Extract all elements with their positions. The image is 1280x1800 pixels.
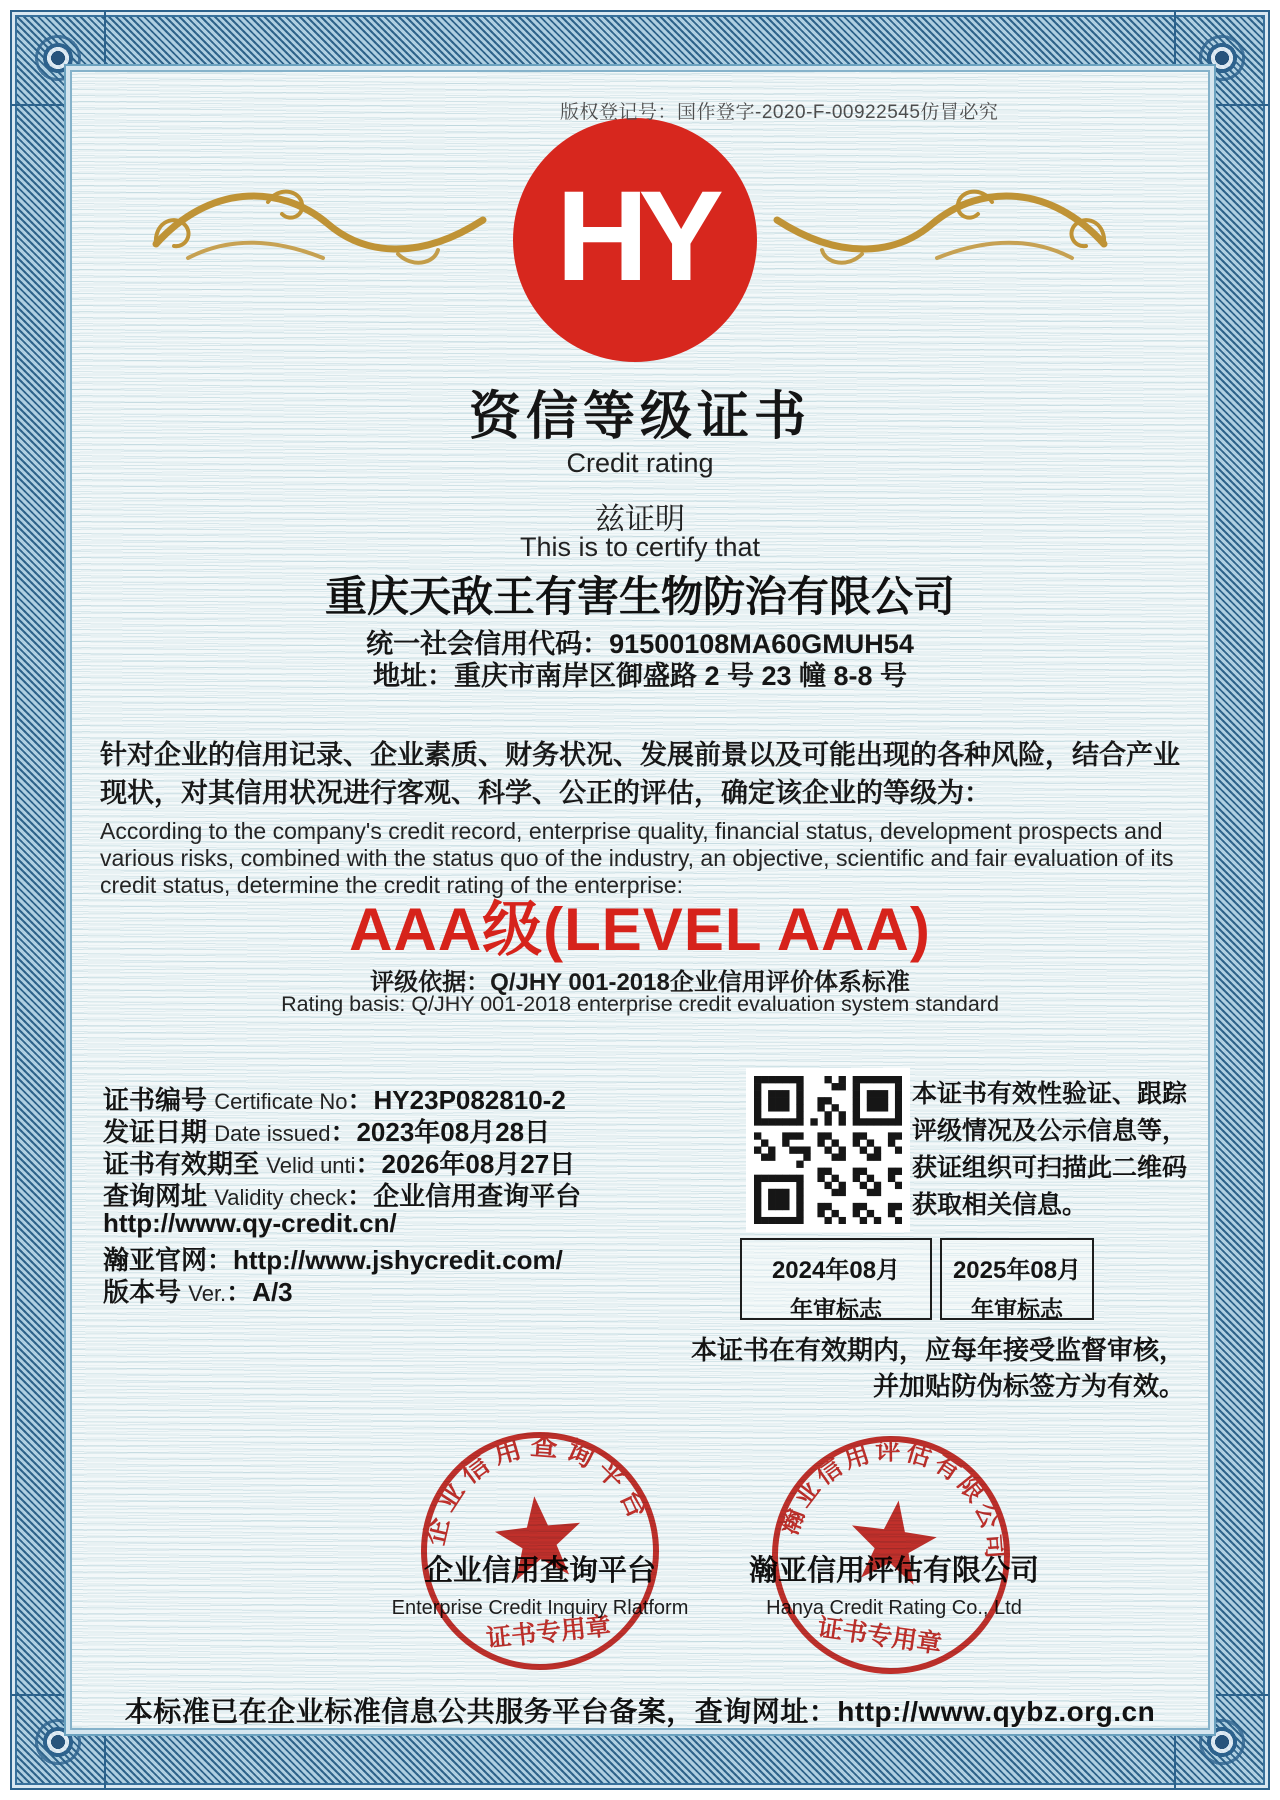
- detail-query-url: http://www.qy-credit.cn/: [103, 1208, 397, 1238]
- copyright-registration-line: 版权登记号：国作登字-2020-F-00922545仿冒必究: [560, 102, 999, 123]
- issuer-left-name-en: Enterprise Credit Inquiry Rlatform: [391, 1597, 689, 1619]
- annual-review-mark-2024: 2024年08月 年审标志: [740, 1238, 932, 1320]
- rating-basis-zh: 评级依据：Q/JHY 001-2018企业信用评价体系标准: [370, 969, 910, 996]
- detail-validity-check: 查询网址 Validity check：企业信用查询平台: [103, 1181, 582, 1211]
- qr-instructions-line: 评级情况及公示信息等，: [912, 1117, 1188, 1145]
- detail-version: 版本号 Ver.：A/3: [103, 1277, 293, 1307]
- svg-text:瀚亚信用评估有限公司: 瀚亚信用评估有限公司: [775, 1437, 1010, 1564]
- detail-hanya-official-site: 瀚亚官网：http://www.jshycredit.com/: [103, 1245, 563, 1275]
- red-seal-right: [750, 1414, 1032, 1696]
- footer-filing-note: 本标准已在企业标准信息公共服务平台备案，查询网址：http://www.qybz.org.cn: [124, 1696, 1156, 1727]
- qr-instructions-line: 获取相关信息。: [912, 1191, 1088, 1219]
- detail-date-issued: 发证日期 Date issued：2023年08月28日: [103, 1117, 551, 1147]
- detail-valid-until: 证书有效期至 Velid unti：2026年08月27日: [103, 1149, 576, 1179]
- svg-text:证书专用章: 证书专用章: [484, 1612, 613, 1654]
- rating-basis-en: Rating basis: Q/JHY 001-2018 enterprise credit evaluation system standard: [281, 992, 999, 1016]
- hy-logo: [513, 118, 757, 362]
- company-address: 地址：重庆市南岸区御盛路 2 号 23 幢 8-8 号: [372, 661, 908, 691]
- hy-logo-monogram: HY: [556, 164, 714, 308]
- certificate-title-en: Credit rating: [566, 448, 714, 478]
- certificate-details: [103, 1080, 683, 1307]
- qr-instructions-line: 本证书有效性验证、跟踪: [912, 1080, 1188, 1108]
- supervision-note-line1: 本证书在有效期内，应每年接受监督审核，: [690, 1335, 1185, 1365]
- issuer-left-name-zh: 企业信用查询平台: [423, 1555, 656, 1587]
- svg-text:证书专用章: 证书专用章: [815, 1613, 944, 1659]
- rating-level: AAA级(LEVEL AAA): [349, 896, 931, 963]
- seal-star-icon: [845, 1495, 941, 1588]
- evaluation-paragraph-zh-line2: 现状，对其信用状况进行客观、科学、公正的评估，确定该企业的等级为：: [100, 778, 991, 808]
- seal-star-icon: [492, 1492, 586, 1582]
- gold-flourish-left-icon: [148, 172, 488, 292]
- certificate-title-zh: 资信等级证书: [468, 388, 811, 446]
- supervision-note-line2: 并加贴防伪标签方为有效。: [872, 1371, 1185, 1401]
- issuer-right-name-en: Hanya Credit Rating Co., Ltd: [766, 1597, 1022, 1619]
- annual-review-mark-2025: 2025年08月 年审标志: [940, 1238, 1094, 1320]
- qr-instructions-line: 获证组织可扫描此二维码: [912, 1154, 1188, 1182]
- company-name: 重庆天敌王有害生物防治有限公司: [324, 573, 955, 620]
- qr-instructions: [912, 1076, 1202, 1224]
- evaluation-paragraph-zh-line1: 针对企业的信用记录、企业素质、财务状况、发展前景以及可能出现的各种风险，结合产业: [100, 740, 1180, 770]
- svg-text:企业信用查询平台: 企业信用查询平台: [419, 1430, 657, 1548]
- evaluation-paragraph: [100, 736, 1182, 899]
- unified-credit-code: 统一社会信用代码：91500108MA60GMUH54: [366, 629, 914, 659]
- issuer-right-name-zh: 瀚亚信用评估有限公司: [748, 1555, 1039, 1587]
- gold-flourish-right-icon: [772, 172, 1112, 292]
- qr-code: [746, 1068, 910, 1232]
- detail-certificate-no: 证书编号 Certificate No：HY23P082810-2: [103, 1085, 566, 1115]
- red-seal-left: [403, 1414, 678, 1689]
- certify-statement-zh: 兹证明: [595, 503, 685, 536]
- evaluation-paragraph-en: According to the company's credit record, enterprise quality, financial status, development prospects and various risks, combined with the status quo of the industry, an objective, scientific and fair evaluation of its credit status, determine the credit rating of the enterprise:: [100, 818, 1174, 898]
- certify-statement-en: This is to certify that: [519, 532, 761, 562]
